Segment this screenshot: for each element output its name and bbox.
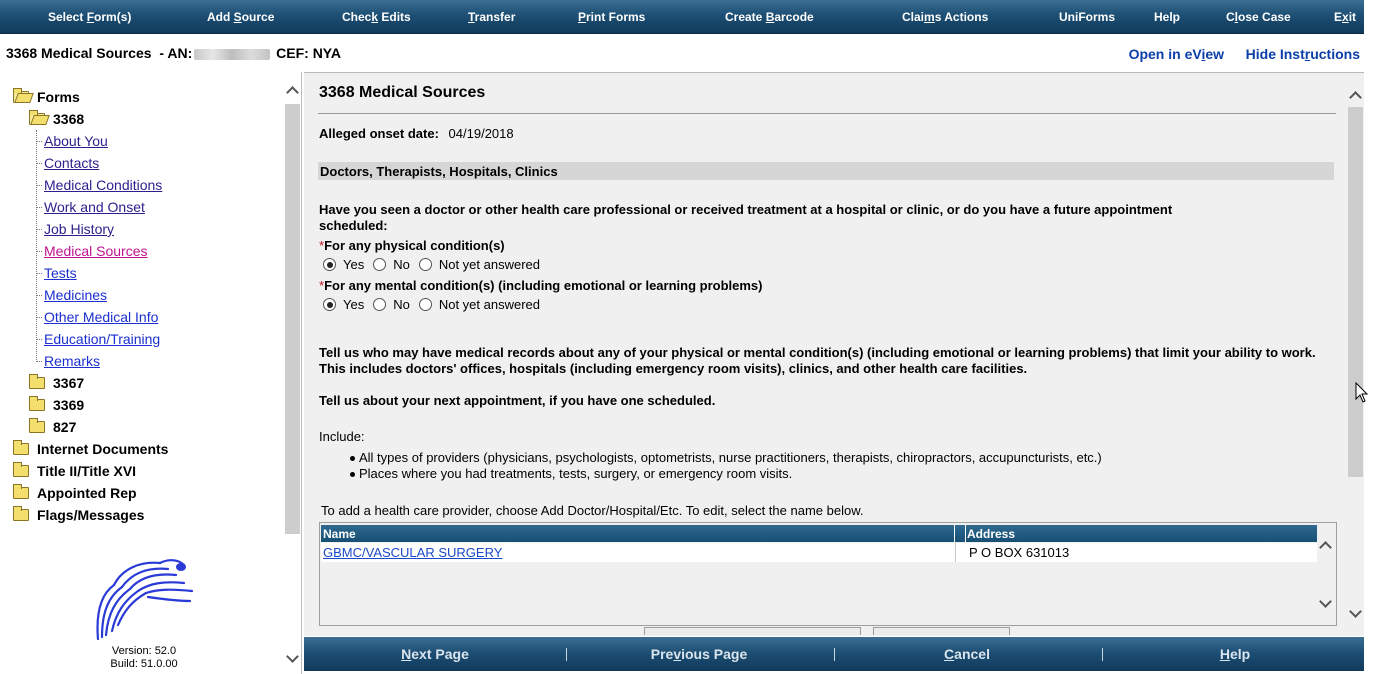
tree-folder-internet-documents[interactable] (13, 441, 168, 457)
tree-guide-line (36, 339, 42, 340)
nav-scroll-thumb[interactable] (285, 104, 300, 534)
include-item: All types of providers (physicians, psychologists, optometrists, nurse practitioners, therapists, chiropractors, accupuncturists, etc.) (359, 450, 1102, 465)
tree-link-contacts[interactable]: Contacts (44, 155, 100, 171)
menu-print-forms[interactable]: Print Forms (578, 10, 646, 24)
action-divider (834, 648, 835, 661)
tree-guide-line (36, 163, 42, 164)
menu-add-source[interactable]: Add Source (207, 10, 275, 24)
scroll-down-icon[interactable] (1349, 607, 1361, 619)
include-item: Places where you had treatments, tests, surgery, or emergency room visits. (359, 466, 793, 481)
physical-radio-label-not-yet-answered[interactable]: Not yet answered (438, 257, 541, 272)
tree-folder-forms[interactable] (13, 89, 80, 105)
action-divider (566, 648, 567, 661)
title-divider (318, 113, 1336, 114)
page-title: 3368 Medical Sources (319, 84, 486, 101)
scroll-down-icon[interactable] (1319, 597, 1331, 609)
build-label: Build: 51.0.00 (110, 658, 178, 670)
physical-question-label: For any physical condition(s) (324, 238, 505, 253)
table-header (321, 525, 1317, 542)
tree-folder-label: Internet Documents (37, 441, 169, 457)
physical-radio-no[interactable] (373, 258, 386, 271)
tree-link-medicines[interactable]: Medicines (44, 287, 108, 303)
open-in-eview-link[interactable]: Open in eView (1128, 46, 1225, 62)
mental-question (319, 278, 762, 293)
action-bar (304, 637, 1364, 671)
main-scroll-thumb[interactable] (1348, 107, 1363, 477)
previous-page-button[interactable]: Previous Page (650, 646, 748, 662)
mouse-cursor-icon (1355, 382, 1369, 404)
column-header-name[interactable]: Name (323, 527, 356, 541)
navigation-pane (0, 72, 302, 674)
tree-guide-line (36, 273, 42, 274)
table-scrollbar[interactable] (1317, 535, 1334, 620)
menu-bar (0, 0, 1364, 34)
tree-folder-3369[interactable] (29, 397, 84, 413)
version-label: Version: 52.0 (111, 645, 177, 657)
tree-link-education-training[interactable]: Education/Training (44, 331, 161, 347)
case-an-label: - AN: (159, 45, 193, 61)
menu-help[interactable]: Help (1154, 10, 1181, 24)
add-provider-button[interactable] (644, 627, 861, 635)
menu-uniforms[interactable]: UniForms (1059, 10, 1116, 24)
folder-open-icon (13, 91, 29, 103)
tree-link-medical-conditions[interactable]: Medical Conditions (44, 177, 163, 193)
scroll-up-icon[interactable] (286, 84, 298, 96)
folder-icon (29, 377, 45, 389)
required-marker: * (319, 278, 325, 293)
providers-table (319, 522, 1337, 626)
folder-icon (29, 399, 45, 411)
action-divider (1102, 648, 1103, 661)
menu-transfer[interactable]: Transfer (468, 10, 516, 24)
mental-radio-label-not-yet-answered[interactable]: Not yet answered (438, 297, 541, 312)
tree-guide-line (36, 141, 42, 142)
tree-link-job-history[interactable]: Job History (44, 221, 115, 237)
tree-guide-line (36, 295, 42, 296)
folder-open-icon (29, 113, 45, 125)
onset-date-label: Alleged onset date: (319, 126, 439, 141)
onset-date-row (319, 126, 514, 141)
eagle-logo (92, 555, 202, 645)
main-scrollbar[interactable] (1347, 85, 1364, 625)
tree-guide-line (36, 207, 42, 208)
scroll-up-icon[interactable] (1319, 539, 1331, 551)
mental-radio-label-yes[interactable]: Yes (343, 297, 365, 312)
tree-folder-827[interactable] (29, 419, 76, 435)
folder-icon (13, 465, 29, 477)
tree-folder-label: Title II/Title XVI (37, 463, 137, 479)
main-content (304, 72, 1364, 636)
scroll-up-icon[interactable] (1349, 89, 1361, 101)
mental-radio-label-no[interactable]: No (393, 297, 410, 312)
appointment-instruction: Tell us about your next appointment, if you have one scheduled. (319, 393, 716, 408)
mental-radio-yes[interactable] (323, 298, 336, 311)
physical-question (319, 238, 505, 253)
tree-folder-label: 3369 (53, 397, 85, 413)
menu-exit[interactable]: Exit (1334, 10, 1357, 24)
mental-question-label: For any mental condition(s) (including emotional or learning problems) (324, 278, 763, 293)
physical-radio-label-yes[interactable]: Yes (343, 257, 365, 272)
question-text: Have you seen a doctor or other health care professional or received treatment at a hospital or clinic, or do you have a future appointment scheduled: (319, 202, 1173, 233)
tree-folder-3367[interactable] (29, 375, 84, 391)
tree-folder-label: 3368 (53, 111, 85, 127)
header-links (1111, 46, 1360, 62)
folder-icon (29, 421, 45, 433)
nav-scrollbar[interactable] (284, 80, 301, 670)
table-row[interactable] (321, 543, 1317, 562)
provider-address: P O BOX 631013 (969, 545, 1070, 560)
tree-guide-line (36, 185, 42, 186)
physical-radio-not-yet-answered[interactable] (419, 258, 432, 271)
tree-guide-line (36, 317, 42, 318)
physical-radio-yes[interactable] (323, 258, 336, 271)
tree-folder-label: Forms (37, 89, 80, 105)
form-tree (0, 72, 283, 542)
mental-radio-no[interactable] (373, 298, 386, 311)
cancel-button[interactable]: Cancel (944, 646, 990, 662)
menu-select-forms[interactable]: Select Form(s) (48, 10, 132, 24)
case-cef-label: CEF: (276, 45, 309, 61)
tree-guide-line (36, 361, 42, 362)
menu-close-case[interactable]: Close Case (1226, 10, 1291, 24)
tree-link-about-you[interactable]: About You (44, 133, 108, 149)
folder-icon (13, 509, 29, 521)
window-edge (1364, 0, 1387, 674)
tree-link-work-and-onset[interactable]: Work and Onset (44, 199, 145, 215)
required-marker: * (319, 238, 325, 253)
tree-folder-label: 3367 (53, 375, 85, 391)
menu-create-barcode[interactable]: Create Barcode (725, 10, 814, 24)
tree-folder-title-ii-title-xvi[interactable] (13, 463, 136, 479)
add-provider-instruction: To add a health care provider, choose Add Doctor/Hospital/Etc. To edit, select the name below. (321, 503, 864, 518)
tree-link-remarks[interactable]: Remarks (44, 353, 101, 369)
tree-folder-label: Flags/Messages (37, 507, 145, 523)
tree-link-tests[interactable]: Tests (44, 265, 77, 281)
next-page-button[interactable]: Next Page (401, 646, 469, 662)
case-cef-value: NYA (312, 45, 341, 61)
tree-guide-line (36, 251, 42, 252)
hide-instructions-link[interactable]: Hide Instructions (1245, 46, 1360, 62)
help-button[interactable]: Help (1219, 646, 1251, 662)
menu-check-edits[interactable]: Check Edits (342, 10, 411, 24)
tree-link-other-medical-info[interactable]: Other Medical Info (44, 309, 159, 325)
physical-radio-group (323, 257, 549, 272)
tree-link-medical-sources[interactable]: Medical Sources (44, 243, 148, 259)
folder-icon (13, 487, 29, 499)
include-label: Include: (319, 429, 365, 444)
redacted-account-number (194, 49, 270, 60)
onset-date-value: 04/19/2018 (448, 126, 514, 141)
folder-icon (13, 443, 29, 455)
mental-radio-group (323, 297, 549, 312)
records-instruction: Tell us who may have medical records about any of your physical or mental condition(s) (including emotional or learning problems) that limit your ability to work. This includes doctors' offices, hospitals (including emergency room visits), clinics, and other health care facilities. (319, 345, 1316, 376)
column-header-address[interactable]: Address (967, 527, 1016, 541)
case-form-title: 3368 Medical Sources (6, 45, 152, 61)
tree-folder-3368[interactable] (29, 111, 84, 127)
case-header (6, 45, 341, 61)
menu-claims-actions[interactable]: Claims Actions (902, 10, 989, 24)
section-header: Doctors, Therapists, Hospitals, Clinics (318, 162, 1334, 180)
tree-folder-label: Appointed Rep (37, 485, 137, 501)
tree-guide-line (36, 229, 42, 230)
provider-name-link[interactable]: GBMC/VASCULAR SURGERY (323, 545, 503, 560)
tree-folder-appointed-rep[interactable] (13, 485, 137, 501)
mental-radio-not-yet-answered[interactable] (419, 298, 432, 311)
tree-guide-line (36, 130, 37, 362)
tree-folder-label: 827 (53, 419, 77, 435)
physical-radio-label-no[interactable]: No (393, 257, 410, 272)
tree-folder-flags-messages[interactable] (13, 507, 144, 523)
edit-provider-button[interactable] (873, 627, 1010, 635)
